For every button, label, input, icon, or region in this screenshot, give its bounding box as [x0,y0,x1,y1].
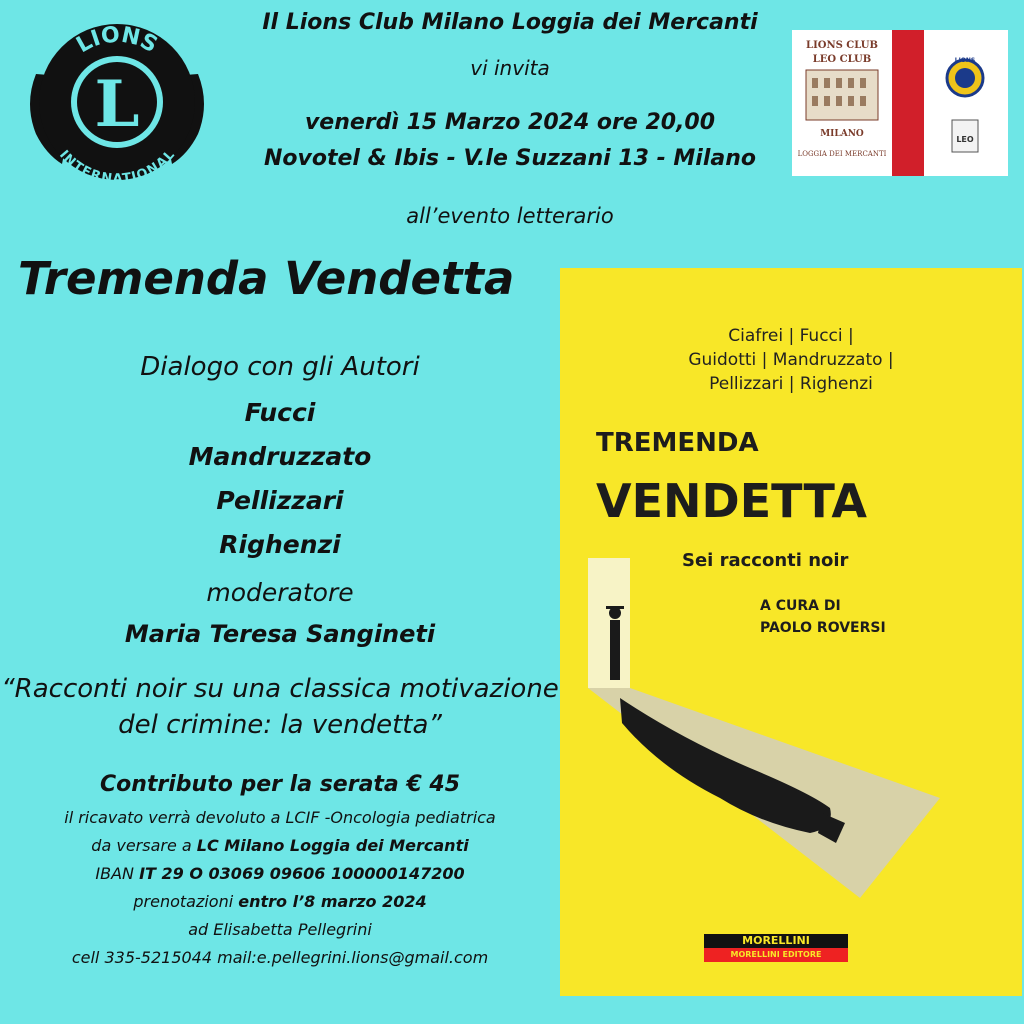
moderator-label: moderatore [206,578,354,607]
book-title-line2: VENDETTA [596,474,867,528]
quote-line2: del crimine: la vendetta” [118,710,442,740]
publisher-logo [704,934,848,962]
payee-line [0,836,560,855]
book-authors-line: Ciafrei | Fucci | [728,326,854,346]
book-authors [560,324,1022,396]
book-subtitle: Sei racconti noir [682,550,849,571]
author-name: Righenzi [219,530,341,559]
badge-city: MILANO [820,129,864,139]
booking-line [0,892,560,911]
badge-leo-text: LEO [956,135,974,144]
badge-line2: LEO CLUB [812,54,872,65]
badge-line1: LIONS CLUB [806,40,878,51]
event-title: Tremenda Vendetta [18,252,515,305]
publisher-name: MORELLINI EDITORE [704,948,848,962]
payee-name: LC Milano Loggia dei Mercanti [196,836,469,855]
logo-letter: L [94,67,140,142]
club-building-badge [792,30,1008,176]
iban-line [0,864,560,883]
header-invite-line: vi invita [470,56,550,80]
moderator-name: Maria Teresa Sangineti [124,620,436,648]
iban-prefix: IBAN [95,864,140,883]
badge-mini-logo-text: LIONS [954,57,976,64]
header-club-line: Il Lions Club Milano Loggia dei Mercanti [262,10,758,35]
author-name: Mandruzzato [188,442,372,471]
badge-club: LOGGIA DEI MERCANTI [797,150,887,158]
contact-person: ad Elisabetta Pellegrini [188,920,372,939]
logo-bottom-text: INTERNATIONAL [56,147,178,187]
donation-note: il ricavato verrà devoluto a LCIF -Oncologia pediatrica [64,808,496,827]
book-editor-name: PAOLO ROVERSI [760,620,886,636]
book-cover [560,268,1022,996]
book-authors-line: Guidotti | Mandruzzato | [688,350,894,370]
iban-value: IT 29 O 03069 09606 100000147200 [139,864,465,883]
book-editor-label: A CURA DI [760,598,841,614]
booking-prefix: prenotazioni [133,892,239,911]
author-name: Fucci [244,398,316,427]
header-venue: Novotel & Ibis - V.le Suzzani 13 - Milano [263,146,757,171]
book-authors-line: Pellizzari | Righenzi [709,374,873,394]
book-title-line1: TREMENDA [596,428,759,458]
contribution-amount: Contributo per la serata € 45 [99,772,461,797]
quote-line1: “Racconti noir su una classica motivazione [1,674,559,704]
dialog-label: Dialogo con gli Autori [140,352,420,382]
author-name: Pellizzari [216,486,344,515]
booking-deadline: entro l’8 marzo 2024 [238,892,427,911]
publisher-logo-text: MORELLINI [742,934,810,947]
header-date: venerdì 15 Marzo 2024 ore 20,00 [304,110,716,135]
phone-mail: cell 335-5215044 mail:e.pellegrini.lions@gmail.com [71,948,489,967]
header-intro: all’evento letterario [406,204,614,228]
logo-top-text: LIONS [72,22,162,59]
payee-prefix: da versare a [91,836,197,855]
